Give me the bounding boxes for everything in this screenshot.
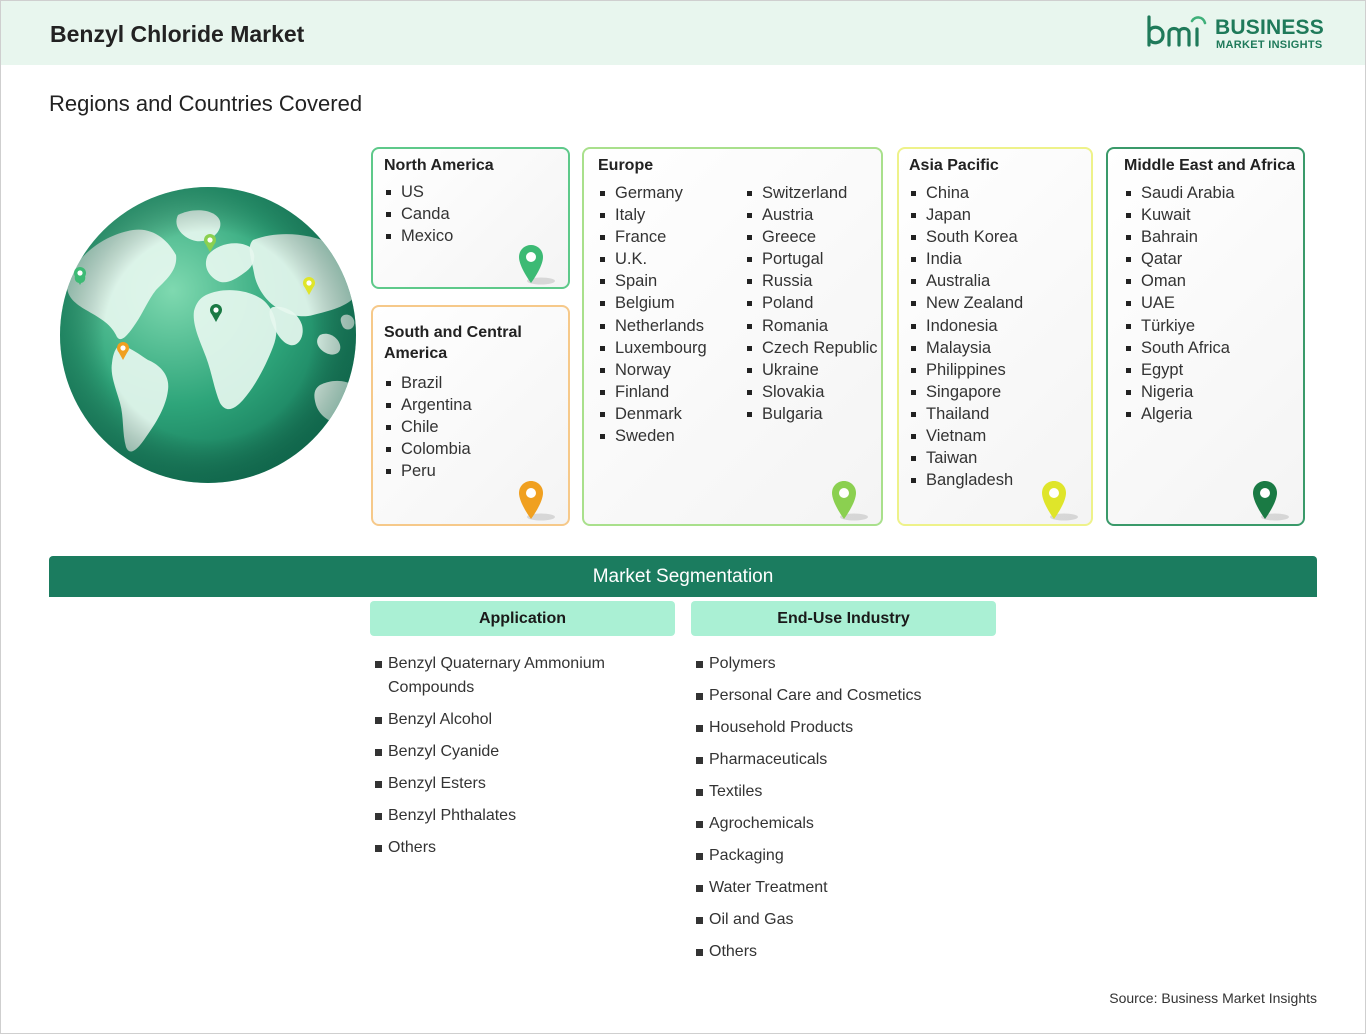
regions-title: Regions and Countries Covered [49, 91, 363, 116]
page-title: Benzyl Chloride Market [50, 21, 305, 47]
country-list-col2 [745, 182, 878, 425]
country-item: Brazil [384, 372, 472, 394]
list-item: Personal Care and Cosmetics [695, 684, 995, 708]
country-list [384, 181, 453, 247]
list-item: Benzyl Quaternary Ammonium Compounds [374, 652, 644, 700]
list-item: Benzyl Cyanide [374, 740, 644, 764]
list-item: Benzyl Esters [374, 772, 644, 796]
country-item: Norway [598, 359, 707, 381]
country-item: China [909, 182, 1023, 204]
list-item: Benzyl Alcohol [374, 708, 644, 732]
country-item: Singapore [909, 381, 1023, 403]
country-item: Vietnam [909, 425, 1023, 447]
location-pin-icon [1249, 477, 1293, 523]
list-item: Water Treatment [695, 876, 995, 900]
region-card-south-central-america [371, 305, 570, 526]
country-item: South Africa [1124, 337, 1235, 359]
country-item: Chile [384, 416, 472, 438]
bmi-logo-icon [1145, 15, 1209, 51]
region-title: North America [384, 157, 494, 174]
country-item: Philippines [909, 359, 1023, 381]
application-list [374, 652, 644, 868]
list-item: Agrochemicals [695, 812, 995, 836]
country-item: Slovakia [745, 381, 878, 403]
country-list [384, 372, 472, 482]
country-list [909, 182, 1023, 491]
list-item: Oil and Gas [695, 908, 995, 932]
country-item: Qatar [1124, 248, 1235, 270]
country-item: Peru [384, 460, 472, 482]
list-item: Household Products [695, 716, 995, 740]
country-item: Czech Republic [745, 337, 878, 359]
country-item: India [909, 248, 1023, 270]
country-item: Romania [745, 315, 878, 337]
country-item: Russia [745, 270, 878, 292]
country-item: Sweden [598, 425, 707, 447]
country-item: Portugal [745, 248, 878, 270]
end-use-list [695, 652, 995, 972]
logo-tagline: MARKET INSIGHTS [1216, 39, 1323, 51]
country-item: Bangladesh [909, 469, 1023, 491]
country-item: Belgium [598, 292, 707, 314]
region-title: Middle East and Africa [1124, 157, 1295, 174]
country-item: Canda [384, 203, 453, 225]
logo-wordmark: BUSINESS [1215, 16, 1324, 39]
country-item: Kuwait [1124, 204, 1235, 226]
list-item: Others [374, 836, 644, 860]
country-item: France [598, 226, 707, 248]
country-item: New Zealand [909, 292, 1023, 314]
country-item: Taiwan [909, 447, 1023, 469]
country-item: Bulgaria [745, 403, 878, 425]
region-card-middle-east-africa [1106, 147, 1305, 526]
country-list-col1 [598, 182, 707, 447]
region-card-north-america [371, 147, 570, 289]
location-pin-icon [515, 477, 559, 523]
country-item: Nigeria [1124, 381, 1235, 403]
country-item: Spain [598, 270, 707, 292]
country-item: Argentina [384, 394, 472, 416]
country-item: Denmark [598, 403, 707, 425]
list-item: Textiles [695, 780, 995, 804]
country-item: U.K. [598, 248, 707, 270]
country-item: Finland [598, 381, 707, 403]
country-item: Luxembourg [598, 337, 707, 359]
region-title: Europe [598, 157, 654, 174]
country-item: Greece [745, 226, 878, 248]
region-card-europe [582, 147, 883, 526]
country-item: Egypt [1124, 359, 1235, 381]
region-title [384, 322, 524, 364]
end-use-header: End-Use Industry [691, 601, 996, 636]
region-title-text: South and Central America [384, 324, 522, 362]
country-item: Netherlands [598, 315, 707, 337]
list-item: Benzyl Phthalates [374, 804, 644, 828]
country-item: UAE [1124, 292, 1235, 314]
source-note: Source: Business Market Insights [1109, 990, 1317, 1006]
country-item: Bahrain [1124, 226, 1235, 248]
list-item: Polymers [695, 652, 995, 676]
page-header [1, 1, 1365, 65]
country-item: Colombia [384, 438, 472, 460]
country-item: Japan [909, 204, 1023, 226]
globe-icon [58, 185, 362, 489]
country-list [1124, 182, 1235, 425]
segmentation-banner: Market Segmentation [49, 556, 1317, 597]
application-header: Application [370, 601, 675, 636]
country-item: US [384, 181, 453, 203]
list-item: Pharmaceuticals [695, 748, 995, 772]
country-item: Mexico [384, 225, 453, 247]
country-item: South Korea [909, 226, 1023, 248]
country-item: Poland [745, 292, 878, 314]
country-item: Oman [1124, 270, 1235, 292]
location-pin-icon [515, 241, 559, 287]
country-item: Malaysia [909, 337, 1023, 359]
country-item: Australia [909, 270, 1023, 292]
region-title: Asia Pacific [909, 157, 999, 174]
country-item: Switzerland [745, 182, 878, 204]
country-item: Algeria [1124, 403, 1235, 425]
list-item: Others [695, 940, 995, 964]
company-logo [1145, 15, 1325, 55]
country-item: Ukraine [745, 359, 878, 381]
country-item: Indonesia [909, 315, 1023, 337]
country-item: Saudi Arabia [1124, 182, 1235, 204]
country-item: Italy [598, 204, 707, 226]
location-pin-icon [828, 477, 872, 523]
country-item: Austria [745, 204, 878, 226]
country-item: Türkiye [1124, 315, 1235, 337]
country-item: Thailand [909, 403, 1023, 425]
location-pin-icon [1038, 477, 1082, 523]
region-card-asia-pacific [897, 147, 1093, 526]
country-item: Germany [598, 182, 707, 204]
list-item: Packaging [695, 844, 995, 868]
